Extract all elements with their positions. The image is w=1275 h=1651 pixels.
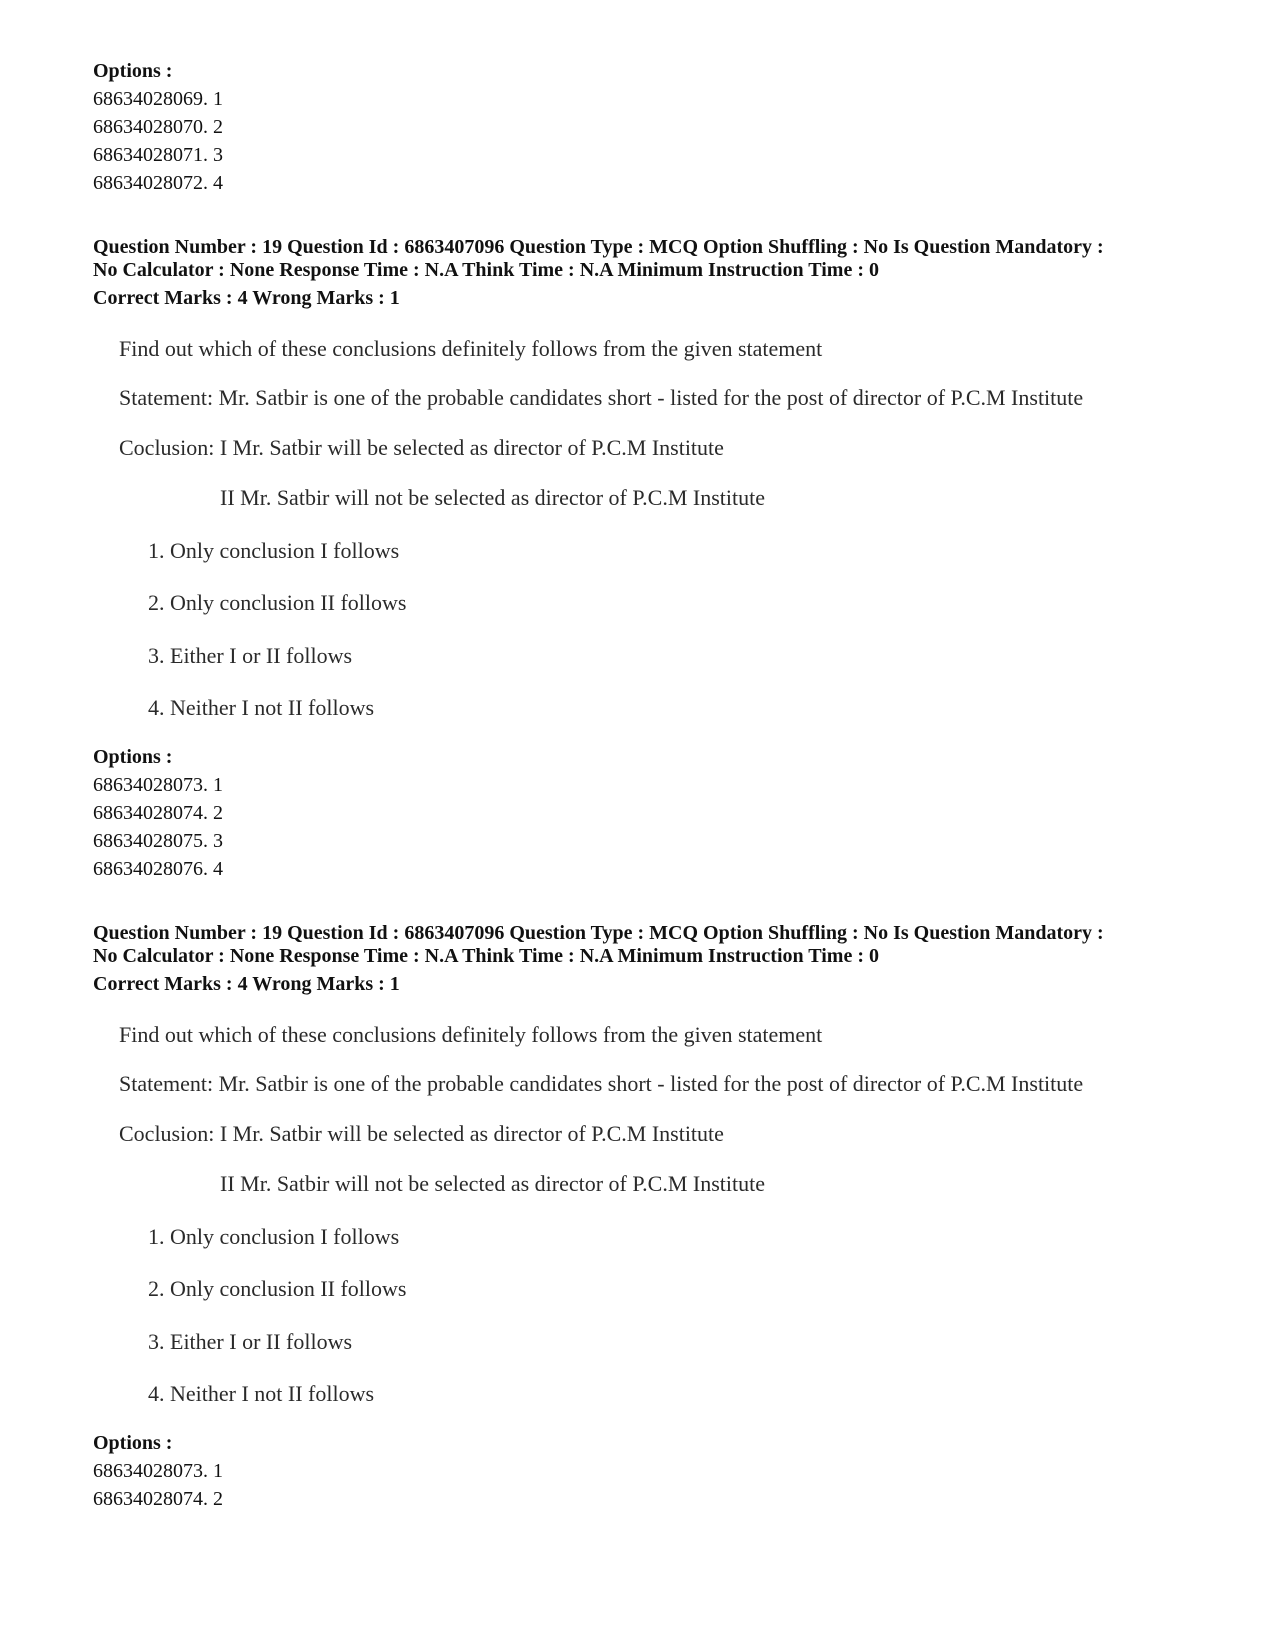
- options-label: Options :: [93, 746, 173, 768]
- question-statement: Statement: Mr. Satbir is one of the probable candidates short - listed for the post of director of P.C.M Institute: [119, 385, 1084, 410]
- question-header-line2: No Calculator : None Response Time : N.A Think Time : N.A Minimum Instruction Time : 0: [93, 945, 879, 967]
- answer-choice: 1. Only conclusion I follows: [148, 1224, 400, 1249]
- options-label: Options :: [93, 1432, 173, 1454]
- question-header-line1: Question Number : 19 Question Id : 6863407096 Question Type : MCQ Option Shuffling : No Is Question Mandatory :: [93, 236, 1104, 258]
- answer-choice: 2. Only conclusion II follows: [148, 590, 407, 615]
- question-prompt: Find out which of these conclusions definitely follows from the given statement: [119, 336, 823, 361]
- option-line: 68634028074. 2: [93, 802, 223, 824]
- option-line: 68634028072. 4: [93, 172, 223, 194]
- question-conclusion-2: II Mr. Satbir will not be selected as director of P.C.M Institute: [220, 1171, 766, 1196]
- question-marks: Correct Marks : 4 Wrong Marks : 1: [93, 287, 400, 309]
- question-conclusion-1: Coclusion: I Mr. Satbir will be selected as director of P.C.M Institute: [119, 1121, 724, 1146]
- option-line: 68634028074. 2: [93, 1488, 223, 1510]
- answer-choice: 4. Neither I not II follows: [148, 695, 375, 720]
- question-conclusion-2: II Mr. Satbir will not be selected as director of P.C.M Institute: [220, 485, 766, 510]
- option-line: 68634028073. 1: [93, 1460, 223, 1482]
- question-prompt: Find out which of these conclusions definitely follows from the given statement: [119, 1022, 823, 1047]
- question-header-line1: Question Number : 19 Question Id : 6863407096 Question Type : MCQ Option Shuffling : No Is Question Mandatory :: [93, 922, 1104, 944]
- option-line: 68634028075. 3: [93, 830, 223, 852]
- question-header-line2: No Calculator : None Response Time : N.A Think Time : N.A Minimum Instruction Time : 0: [93, 259, 879, 281]
- option-line: 68634028070. 2: [93, 116, 223, 138]
- option-line: 68634028073. 1: [93, 774, 223, 796]
- question-statement: Statement: Mr. Satbir is one of the probable candidates short - listed for the post of director of P.C.M Institute: [119, 1071, 1084, 1096]
- answer-choice: 1. Only conclusion I follows: [148, 538, 400, 563]
- answer-choice: 3. Either I or II follows: [148, 643, 353, 668]
- question-marks: Correct Marks : 4 Wrong Marks : 1: [93, 973, 400, 995]
- answer-choice: 2. Only conclusion II follows: [148, 1276, 407, 1301]
- option-line: 68634028069. 1: [93, 88, 223, 110]
- option-line: 68634028076. 4: [93, 858, 223, 880]
- option-line: 68634028071. 3: [93, 144, 223, 166]
- answer-choice: 4. Neither I not II follows: [148, 1381, 375, 1406]
- question-conclusion-1: Coclusion: I Mr. Satbir will be selected as director of P.C.M Institute: [119, 435, 724, 460]
- answer-choice: 3. Either I or II follows: [148, 1329, 353, 1354]
- options-label: Options :: [93, 60, 173, 82]
